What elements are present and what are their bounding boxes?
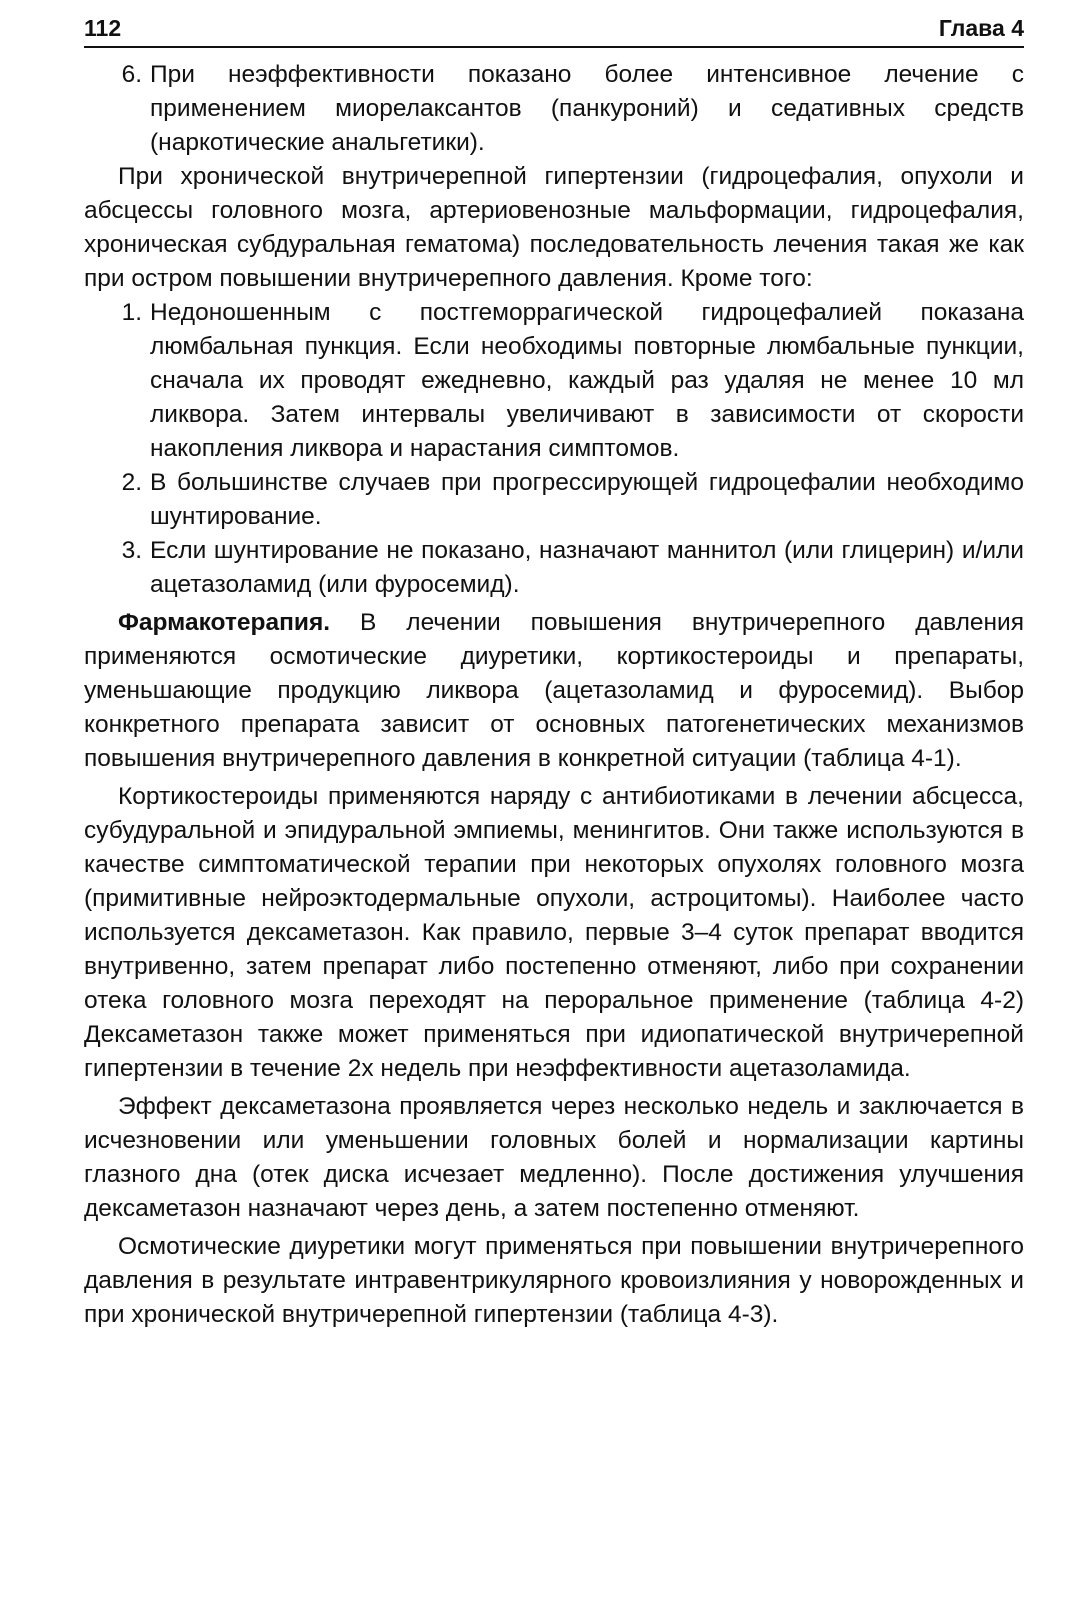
chapter-title: Глава 4 <box>938 15 1024 41</box>
book-page <box>84 14 1024 1332</box>
list-item-text: Недоношенным с постгеморрагической гидроцефалией показана люмбальная пункция. Если необходимы повторные люмбальные пункции, сначала их проводят ежедневно, каждый раз удаляя не менее 10 мл ликвора. Затем интервалы увеличивают в зависимости от скорости накопления ликвора и нарастания симптомов. <box>150 299 1024 462</box>
body-text <box>84 58 1024 1332</box>
list-item-number: 1. <box>121 299 142 326</box>
run-in-heading: Фармакотерапия. <box>118 609 331 636</box>
list-item-text: При неэффективности показано более интенсивное лечение с применением миорелаксантов (панкуроний) и седативных средств (наркотические анальгетики). <box>150 61 1024 156</box>
list-item-number: 6. <box>121 61 142 88</box>
page-number: 112 <box>84 15 122 41</box>
paragraph-osmotic-diuretics: Осмотические диуретики могут применяться при повышении внутричерепного давления в результате интравентрикулярного кровоизлияния у новорожденных и при хронической внутричерепной гипертензии (таблица 4-3). <box>84 1233 1024 1328</box>
list-item <box>84 296 1024 466</box>
paragraph-dexamethasone-effect: Эффект дексаметазона проявляется через несколько недель и заключается в исчезновении или уменьшении головных болей и нормализации картины глазного дна (отек диска исчезает медленно). После достижения улучшения дексаметазон назначают через день, а затем постепенно отменяют. <box>84 1093 1024 1222</box>
numbered-list-chronic <box>84 296 1024 602</box>
paragraph-text: В лечении повышения внутричерепного давления применяются осмотические диуретики, кортикостероиды и препараты, уменьшающие продукцию ликвора (ацетазоламид и фуросемид). Выбор конкретного препарата зависит от основных патогенетических механизмов повышения внутричерепного давления в конкретной ситуации (таблица 4-1). <box>84 609 1024 772</box>
paragraph-chronic-hypertension: При хронической внутричерепной гипертензии (гидроцефалия, опухоли и абсцессы головного мозга, артериовенозные мальформации, гидроцефалия, хроническая субдуральная гематома) последовательность лечения такая же как при остром повышении внутричерепного давления. Кроме того: <box>84 163 1024 292</box>
list-item-number: 3. <box>121 537 142 564</box>
list-item <box>84 466 1024 534</box>
list-item-text: В большинстве случаев при прогрессирующей гидроцефалии необходимо шунтирование. <box>150 469 1024 530</box>
paragraph-corticosteroids: Кортикостероиды применяются наряду с антибиотиками в лечении абсцесса, субудуральной и эпидуральной эмпиемы, менингитов. Они также используются в качестве симптоматической терапии при некоторых опухолях головного мозга (примитивные нейроэктодермальные опухоли, астроцитомы). Наиболее часто используется дексаметазон. Как правило, первые 3–4 суток препарат вводится внутривенно, затем препарат либо постепенно отменяют, либо при сохранении отека головного мозга переходят на пероральное применение (таблица 4-2) Дексаметазон также может применяться при идиопатической внутричерепной гипертензии в течение 2х недель при неэффективности ацетазоламида. <box>84 783 1024 1082</box>
paragraph-pharmacotherapy <box>84 606 1024 776</box>
list-item-text: Если шунтирование не показано, назначают маннитол (или глицерин) и/или ацетазоламид (или фуросемид). <box>150 537 1024 598</box>
numbered-list-continued <box>84 58 1024 160</box>
list-item-number: 2. <box>121 469 142 496</box>
running-head <box>84 14 1024 48</box>
list-item <box>84 534 1024 602</box>
list-item <box>84 58 1024 160</box>
